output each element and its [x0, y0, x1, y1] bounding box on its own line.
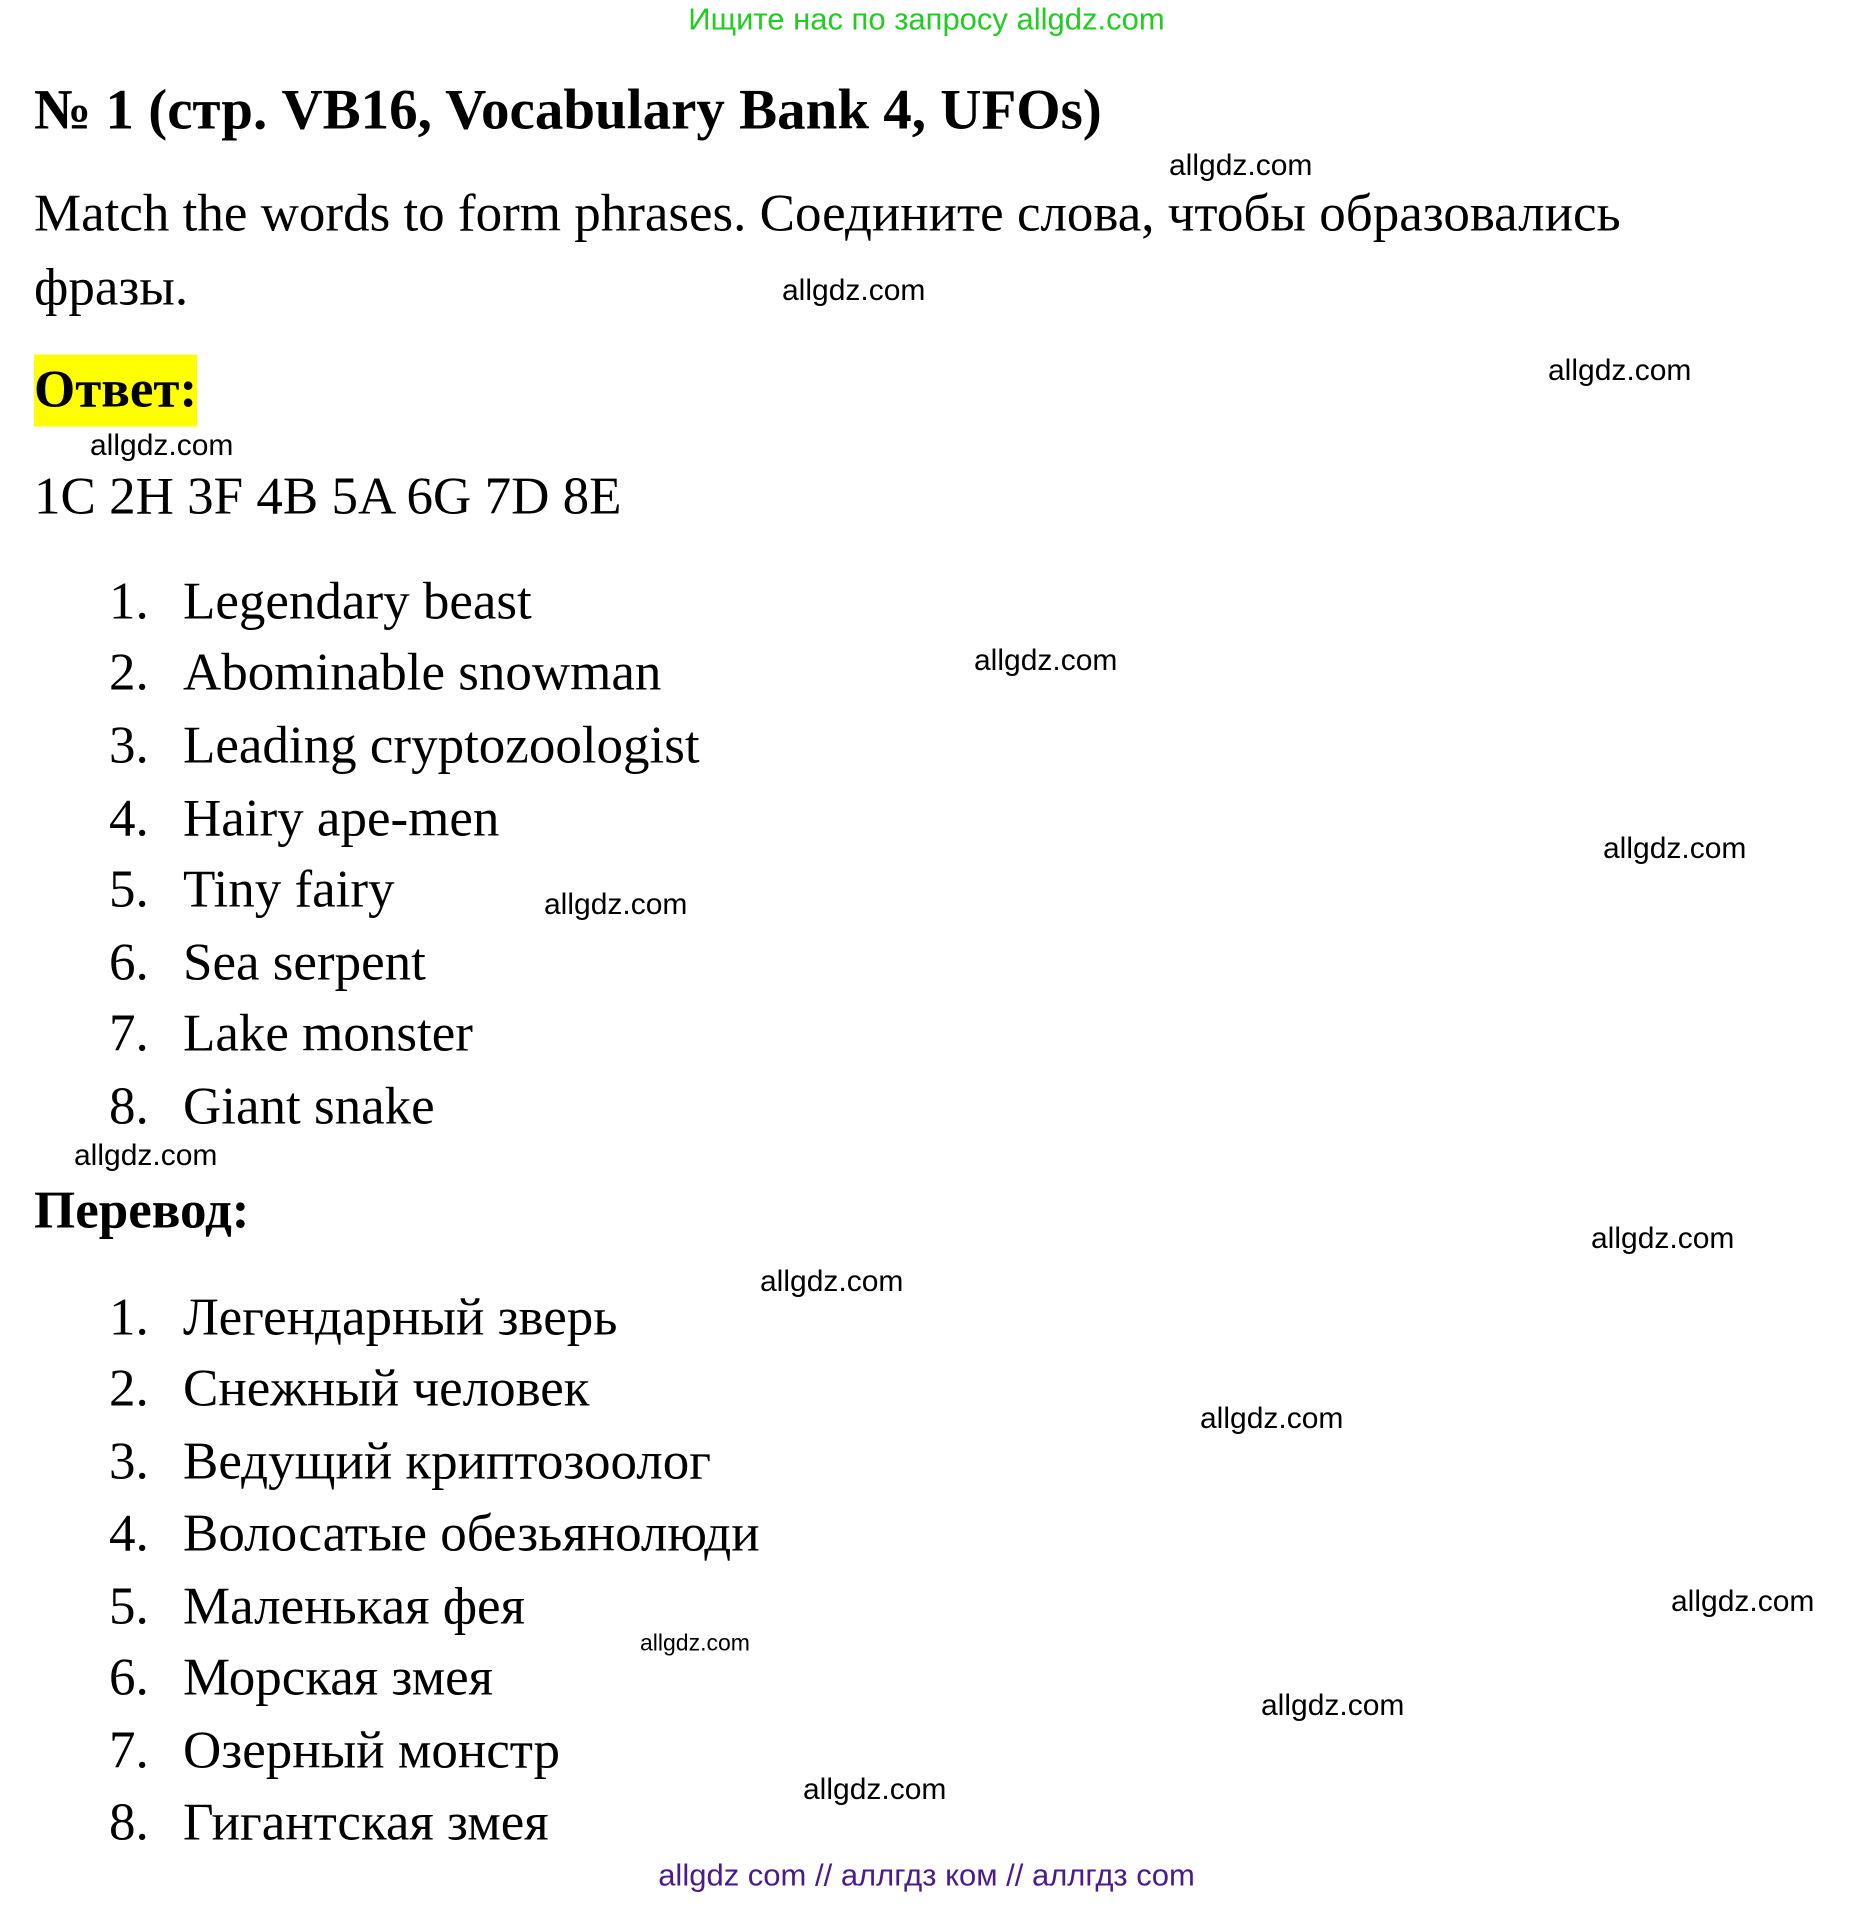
list-item: Ведущий криптозоолог: [183, 1432, 711, 1491]
list-item-number: 5.: [109, 1577, 149, 1636]
list-item: Abominable snowman: [183, 643, 662, 702]
watermark-text: allgdz.com: [1548, 354, 1692, 387]
list-item: Hairy ape-men: [183, 789, 500, 848]
list-item-number: 8.: [109, 1077, 149, 1136]
watermark-text: allgdz.com: [544, 888, 688, 921]
task-instructions-line-2: фразы.: [34, 258, 189, 317]
list-item: Волосатые обезьянолюди: [183, 1504, 760, 1563]
translation-heading: Перевод:: [34, 1181, 250, 1240]
watermark-text: allgdz.com: [974, 644, 1118, 677]
list-item-number: 6.: [109, 1648, 149, 1707]
answer-heading: Ответ:: [34, 355, 197, 427]
list-item: Legendary beast: [183, 572, 532, 631]
watermark-text: allgdz.com: [803, 1773, 947, 1806]
list-item-number: 8.: [109, 1793, 149, 1852]
list-item-number: 3.: [109, 716, 149, 775]
watermark-text: allgdz.com: [640, 1629, 750, 1656]
answer-key: 1C 2H 3F 4B 5A 6G 7D 8E: [34, 467, 622, 526]
list-item-number: 3.: [109, 1432, 149, 1491]
watermark-text: allgdz.com: [1603, 832, 1747, 865]
list-item: Tiny fairy: [183, 860, 395, 919]
task-instructions-line-1: Match the words to form phrases. Соедините слова, чтобы образовались: [34, 184, 1621, 243]
exercise-title: № 1 (стр. VB16, Vocabulary Bank 4, UFOs): [34, 78, 1102, 142]
watermark-text: allgdz.com: [760, 1265, 904, 1298]
list-item-number: 7.: [109, 1004, 149, 1063]
watermark-text: allgdz.com: [90, 429, 234, 462]
list-item-number: 5.: [109, 860, 149, 919]
list-item-number: 4.: [109, 1504, 149, 1563]
list-item: Озерный монстр: [183, 1721, 561, 1780]
list-item-number: 1.: [109, 1288, 149, 1347]
watermark-text: allgdz.com: [1671, 1585, 1815, 1618]
list-item: Leading cryptozoologist: [183, 716, 700, 775]
watermark-text: allgdz.com: [782, 274, 926, 307]
watermark-text: allgdz.com: [1261, 1689, 1405, 1722]
watermark-text: allgdz.com: [1591, 1222, 1735, 1255]
list-item: Giant snake: [183, 1077, 435, 1136]
search-us-banner: Ищите нас по запросу allgdz.com: [688, 1, 1165, 37]
list-item-number: 2.: [109, 643, 149, 702]
watermark-text: allgdz.com: [1200, 1402, 1344, 1435]
watermark-text: allgdz.com: [1169, 149, 1313, 182]
list-item: Маленькая фея: [183, 1577, 525, 1636]
list-item-number: 1.: [109, 572, 149, 631]
list-item: Lake monster: [183, 1004, 473, 1063]
list-item: Морская змея: [183, 1648, 494, 1707]
list-item-number: 6.: [109, 933, 149, 992]
list-item-number: 7.: [109, 1721, 149, 1780]
list-item-number: 4.: [109, 789, 149, 848]
list-item: Sea serpent: [183, 933, 426, 992]
list-item: Снежный человек: [183, 1359, 590, 1418]
list-item-number: 2.: [109, 1359, 149, 1418]
watermark-text: allgdz.com: [74, 1139, 218, 1172]
list-item: Легендарный зверь: [183, 1288, 618, 1347]
list-item: Гигантская змея: [183, 1793, 549, 1852]
footer-watermark: allgdz com // аллгдз ком // аллгдз com: [658, 1857, 1195, 1893]
